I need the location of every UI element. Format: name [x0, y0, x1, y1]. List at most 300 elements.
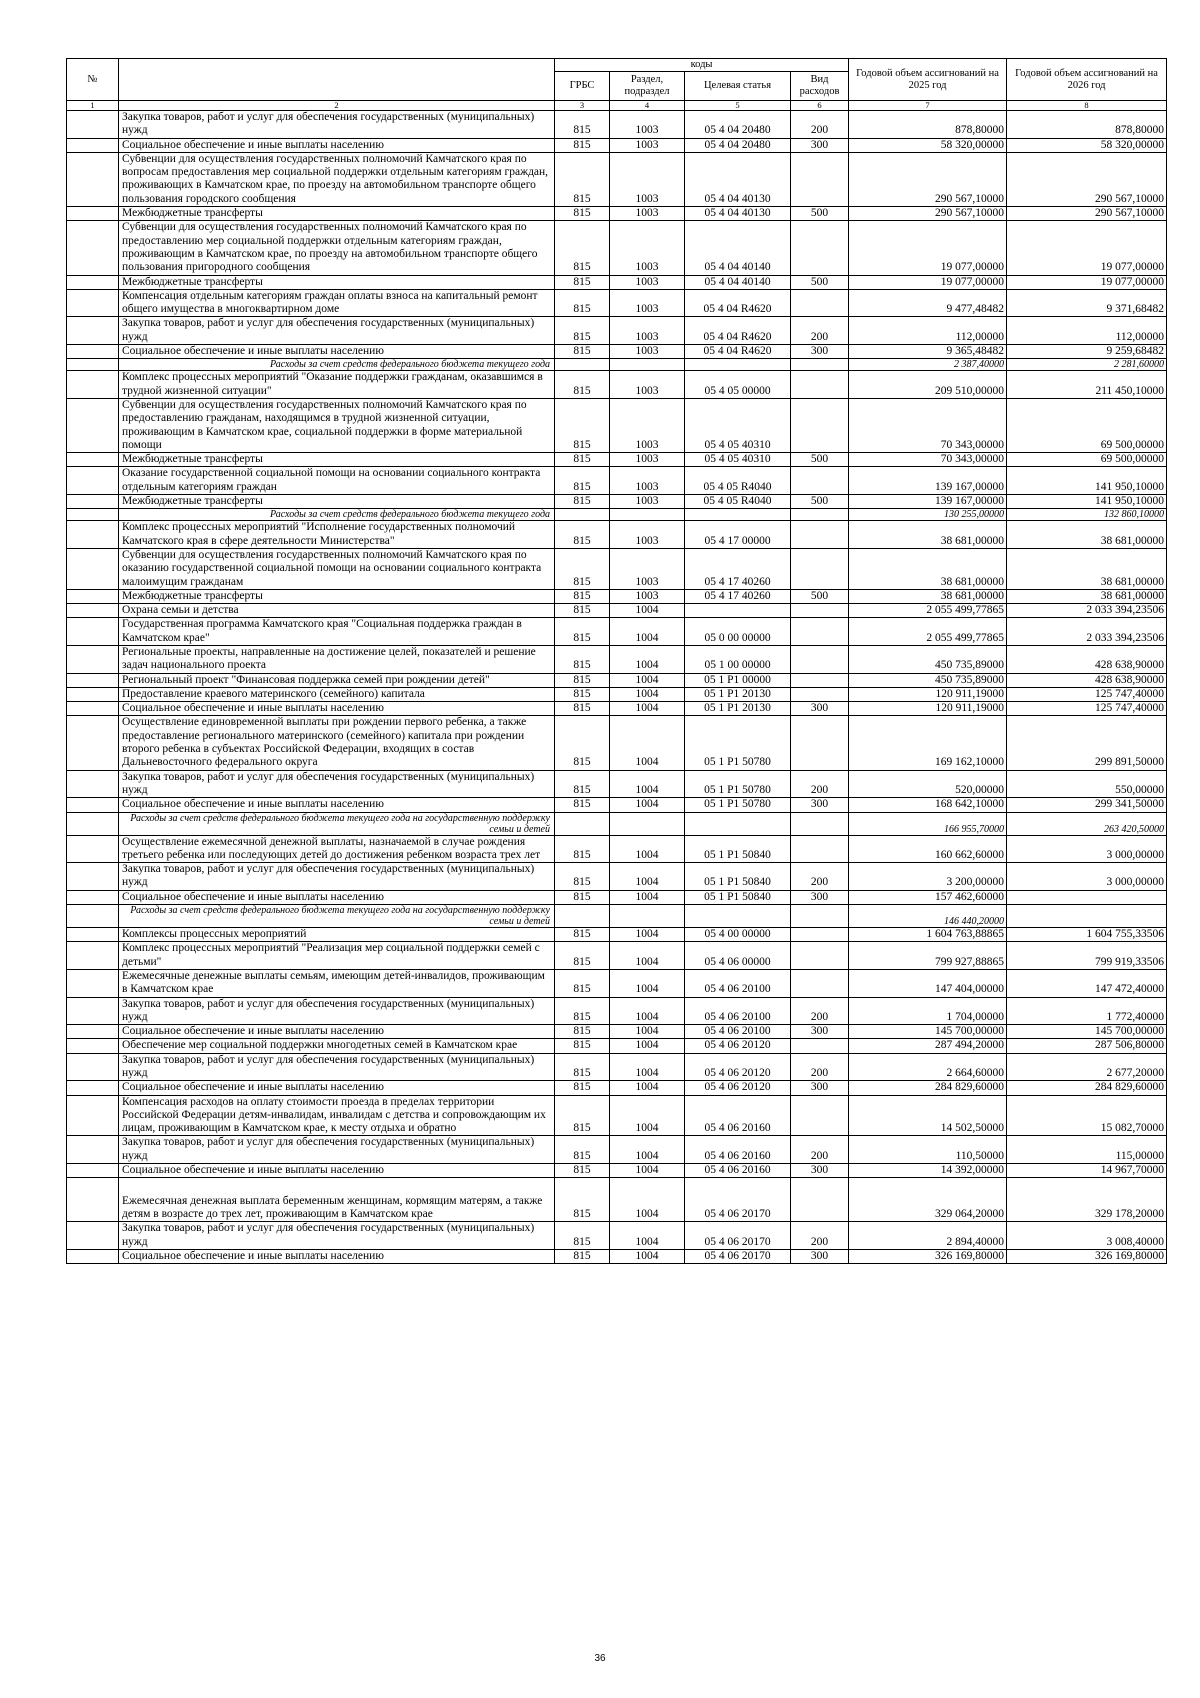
row-amount-2025: 70 343,00000: [849, 398, 1007, 452]
col-num-7: 7: [849, 101, 1007, 111]
row-target: 05 4 17 40260: [685, 589, 791, 603]
row-grbs: 815: [555, 1039, 610, 1053]
row-amount-2026: 115,00000: [1007, 1136, 1167, 1164]
row-exp-type: [791, 618, 849, 646]
row-amount-2026: 19 077,00000: [1007, 221, 1167, 275]
row-target: 05 4 04 R4620: [685, 345, 791, 359]
table-row: [67, 1164, 1167, 1178]
row-exp-type: 300: [791, 890, 849, 904]
row-section: 1003: [610, 495, 685, 509]
row-grbs: [555, 905, 610, 928]
row-name: Осуществление ежемесячной денежной выплаты, назначаемой в случае рождения третьего ребенка или последующих детей до достижения ребенком возраста трех лет: [119, 835, 555, 863]
row-grbs: 815: [555, 716, 610, 770]
row-name: Социальное обеспечение и иные выплаты населению: [119, 798, 555, 812]
col-num-1: 1: [67, 101, 119, 111]
row-section: 1004: [610, 969, 685, 997]
row-section: 1004: [610, 1136, 685, 1164]
row-grbs: 815: [555, 942, 610, 970]
row-amount-2025: 878,80000: [849, 111, 1007, 139]
row-amount-2025: 166 955,70000: [849, 812, 1007, 835]
row-target: [685, 812, 791, 835]
row-exp-type: 200: [791, 1136, 849, 1164]
row-exp-type: [791, 905, 849, 928]
row-number: [67, 1039, 119, 1053]
row-name: Закупка товаров, работ и услуг для обеспечения государственных (муниципальных) нужд: [119, 1222, 555, 1250]
row-section: 1003: [610, 289, 685, 317]
table-row: [67, 111, 1167, 139]
row-exp-type: [791, 1178, 849, 1222]
row-target: 05 4 04 R4620: [685, 317, 791, 345]
row-target: [685, 359, 791, 371]
row-name: Социальное обеспечение и иные выплаты населению: [119, 345, 555, 359]
row-amount-2026: 3 008,40000: [1007, 1222, 1167, 1250]
row-grbs: 815: [555, 495, 610, 509]
row-target: 05 4 06 20100: [685, 969, 791, 997]
row-section: 1004: [610, 618, 685, 646]
row-target: 05 4 04 40140: [685, 221, 791, 275]
row-name: Компенсация отдельным категориям граждан оплаты взноса на капитальный ремонт общего имущества в многоквартирном доме: [119, 289, 555, 317]
row-amount-2025: 14 502,50000: [849, 1095, 1007, 1136]
row-number: [67, 1222, 119, 1250]
row-number: [67, 716, 119, 770]
row-grbs: 815: [555, 317, 610, 345]
table-row: [67, 1249, 1167, 1263]
row-target: 05 4 06 20120: [685, 1053, 791, 1081]
row-amount-2025: 110,50000: [849, 1136, 1007, 1164]
row-amount-2025: 799 927,88865: [849, 942, 1007, 970]
row-name: Расходы за счет средств федерального бюджета текущего года на государственную поддержку семьи и детей: [119, 812, 555, 835]
row-grbs: 815: [555, 1178, 610, 1222]
header-name: [119, 59, 555, 101]
row-number: [67, 1164, 119, 1178]
row-exp-type: 200: [791, 863, 849, 891]
row-name: Государственная программа Камчатского края "Социальная поддержка граждан в Камчатском крае": [119, 618, 555, 646]
row-amount-2026: 38 681,00000: [1007, 548, 1167, 589]
row-amount-2025: 168 642,10000: [849, 798, 1007, 812]
row-amount-2025: 2 055 499,77865: [849, 618, 1007, 646]
row-section: 1004: [610, 604, 685, 618]
row-target: 05 1 P1 50780: [685, 716, 791, 770]
row-amount-2025: 147 404,00000: [849, 969, 1007, 997]
row-target: 05 1 P1 20130: [685, 702, 791, 716]
row-amount-2026: 15 082,70000: [1007, 1095, 1167, 1136]
row-name: Комплекс процессных мероприятий "Исполнение государственных полномочий Камчатского края в сфере деятельности Министерства": [119, 521, 555, 549]
table-header: [67, 59, 1167, 111]
row-name: Социальное обеспечение и иные выплаты населению: [119, 1025, 555, 1039]
row-amount-2025: 450 735,89000: [849, 673, 1007, 687]
note-row: [67, 905, 1167, 928]
row-exp-type: 200: [791, 1222, 849, 1250]
row-number: [67, 509, 119, 521]
row-amount-2025: 329 064,20000: [849, 1178, 1007, 1222]
row-number: [67, 359, 119, 371]
row-amount-2025: 160 662,60000: [849, 835, 1007, 863]
row-amount-2026: 3 000,00000: [1007, 863, 1167, 891]
row-section: [610, 905, 685, 928]
row-section: 1004: [610, 798, 685, 812]
row-grbs: 815: [555, 138, 610, 152]
row-amount-2025: 130 255,00000: [849, 509, 1007, 521]
row-amount-2026: 284 829,60000: [1007, 1081, 1167, 1095]
row-amount-2026: 141 950,10000: [1007, 467, 1167, 495]
row-amount-2026: 290 567,10000: [1007, 207, 1167, 221]
table-row: [67, 1178, 1167, 1222]
row-section: 1004: [610, 1164, 685, 1178]
row-target: 05 4 06 20120: [685, 1039, 791, 1053]
row-exp-type: 200: [791, 111, 849, 139]
row-exp-type: [791, 687, 849, 701]
row-section: 1004: [610, 1039, 685, 1053]
row-name: Закупка товаров, работ и услуг для обеспечения государственных (муниципальных) нужд: [119, 1136, 555, 1164]
row-target: 05 4 06 20100: [685, 997, 791, 1025]
row-target: 05 4 17 00000: [685, 521, 791, 549]
row-target: 05 1 P1 50780: [685, 770, 791, 798]
row-section: 1003: [610, 152, 685, 206]
row-section: [610, 359, 685, 371]
row-exp-type: [791, 289, 849, 317]
row-amount-2025: 2 664,60000: [849, 1053, 1007, 1081]
row-name: Межбюджетные трансферты: [119, 453, 555, 467]
table-body: [67, 111, 1167, 1264]
row-number: [67, 798, 119, 812]
page-number: 36: [594, 1653, 606, 1664]
row-amount-2026: 125 747,40000: [1007, 702, 1167, 716]
row-name: Расходы за счет средств федерального бюджета текущего года на государственную поддержку семьи и детей: [119, 905, 555, 928]
row-amount-2025: 287 494,20000: [849, 1039, 1007, 1053]
row-exp-type: 300: [791, 702, 849, 716]
row-target: 05 4 06 00000: [685, 942, 791, 970]
table-row: [67, 835, 1167, 863]
row-target: 05 4 04 40130: [685, 207, 791, 221]
row-target: 05 4 04 40140: [685, 275, 791, 289]
row-section: 1003: [610, 371, 685, 399]
row-target: 05 4 00 00000: [685, 928, 791, 942]
row-amount-2025: 38 681,00000: [849, 548, 1007, 589]
row-section: 1003: [610, 398, 685, 452]
row-exp-type: [791, 467, 849, 495]
row-name: Межбюджетные трансферты: [119, 589, 555, 603]
row-number: [67, 1095, 119, 1136]
row-grbs: 815: [555, 1025, 610, 1039]
row-amount-2025: 14 392,00000: [849, 1164, 1007, 1178]
header-target: Целевая статья: [685, 72, 791, 101]
row-name: Социальное обеспечение и иные выплаты населению: [119, 1081, 555, 1095]
row-section: 1003: [610, 221, 685, 275]
row-amount-2026: [1007, 890, 1167, 904]
table-row: [67, 275, 1167, 289]
row-number: [67, 942, 119, 970]
row-amount-2025: 450 735,89000: [849, 645, 1007, 673]
row-grbs: 815: [555, 275, 610, 289]
row-amount-2025: 120 911,19000: [849, 687, 1007, 701]
row-amount-2026: 69 500,00000: [1007, 398, 1167, 452]
row-grbs: 815: [555, 928, 610, 942]
row-target: 05 1 P1 50840: [685, 835, 791, 863]
row-number: [67, 928, 119, 942]
row-grbs: 815: [555, 770, 610, 798]
table-row: [67, 1053, 1167, 1081]
row-target: 05 4 05 40310: [685, 453, 791, 467]
row-amount-2025: 2 894,40000: [849, 1222, 1007, 1250]
row-amount-2025: 520,00000: [849, 770, 1007, 798]
row-amount-2025: 9 365,48482: [849, 345, 1007, 359]
row-grbs: 815: [555, 1136, 610, 1164]
table-row: [67, 371, 1167, 399]
row-amount-2025: 112,00000: [849, 317, 1007, 345]
row-amount-2026: [1007, 905, 1167, 928]
row-amount-2026: 211 450,10000: [1007, 371, 1167, 399]
row-amount-2025: 209 510,00000: [849, 371, 1007, 399]
table-row: [67, 467, 1167, 495]
row-exp-type: 300: [791, 798, 849, 812]
row-amount-2026: 3 000,00000: [1007, 835, 1167, 863]
row-number: [67, 152, 119, 206]
row-name: Расходы за счет средств федерального бюджета текущего года: [119, 509, 555, 521]
row-section: 1004: [610, 835, 685, 863]
row-amount-2026: 299 891,50000: [1007, 716, 1167, 770]
row-number: [67, 467, 119, 495]
row-number: [67, 673, 119, 687]
table-row: [67, 207, 1167, 221]
row-amount-2025: 38 681,00000: [849, 521, 1007, 549]
table-row: [67, 687, 1167, 701]
row-number: [67, 548, 119, 589]
table-row: [67, 1222, 1167, 1250]
row-number: [67, 495, 119, 509]
row-grbs: 815: [555, 1095, 610, 1136]
row-amount-2026: 69 500,00000: [1007, 453, 1167, 467]
table-row: [67, 345, 1167, 359]
row-number: [67, 275, 119, 289]
row-number: [67, 863, 119, 891]
document-page: [66, 58, 1166, 1264]
row-name: Оказание государственной социальной помощи на основании социального контракта отдельным категориям граждан: [119, 467, 555, 495]
row-amount-2026: 2 677,20000: [1007, 1053, 1167, 1081]
row-amount-2026: 1 772,40000: [1007, 997, 1167, 1025]
row-exp-type: [791, 1039, 849, 1053]
row-name: Региональные проекты, направленные на достижение целей, показателей и решение задач национального проекта: [119, 645, 555, 673]
row-name: Межбюджетные трансферты: [119, 275, 555, 289]
row-number: [67, 1081, 119, 1095]
row-amount-2025: 38 681,00000: [849, 589, 1007, 603]
row-exp-type: [791, 942, 849, 970]
row-number: [67, 1025, 119, 1039]
row-amount-2026: 550,00000: [1007, 770, 1167, 798]
row-target: 05 4 06 20120: [685, 1081, 791, 1095]
table-row: [67, 589, 1167, 603]
row-section: [610, 509, 685, 521]
row-target: 05 4 05 R4040: [685, 467, 791, 495]
row-section: 1004: [610, 1081, 685, 1095]
row-section: 1004: [610, 1025, 685, 1039]
row-name: Закупка товаров, работ и услуг для обеспечения государственных (муниципальных) нужд: [119, 863, 555, 891]
row-target: 05 0 00 00000: [685, 618, 791, 646]
row-amount-2026: 326 169,80000: [1007, 1249, 1167, 1263]
row-name: Региональный проект "Финансовая поддержка семей при рождении детей": [119, 673, 555, 687]
table-row: [67, 645, 1167, 673]
row-section: 1003: [610, 317, 685, 345]
row-target: [685, 509, 791, 521]
budget-table: [66, 58, 1167, 1264]
row-exp-type: 500: [791, 275, 849, 289]
row-number: [67, 997, 119, 1025]
row-name: Расходы за счет средств федерального бюджета текущего года: [119, 359, 555, 371]
row-exp-type: [791, 521, 849, 549]
col-num-2: 2: [119, 101, 555, 111]
row-section: 1004: [610, 1178, 685, 1222]
row-exp-type: [791, 152, 849, 206]
row-amount-2026: 19 077,00000: [1007, 275, 1167, 289]
row-exp-type: [791, 1095, 849, 1136]
row-amount-2025: 2 055 499,77865: [849, 604, 1007, 618]
row-amount-2025: 1 604 763,88865: [849, 928, 1007, 942]
row-target: 05 4 04 R4620: [685, 289, 791, 317]
row-section: [610, 812, 685, 835]
row-name: Охрана семьи и детства: [119, 604, 555, 618]
row-section: 1004: [610, 702, 685, 716]
row-amount-2025: 157 462,60000: [849, 890, 1007, 904]
table-row: [67, 1081, 1167, 1095]
table-row: [67, 495, 1167, 509]
row-target: 05 4 05 00000: [685, 371, 791, 399]
table-row: [67, 1136, 1167, 1164]
row-target: [685, 604, 791, 618]
row-amount-2026: 14 967,70000: [1007, 1164, 1167, 1178]
row-amount-2026: 290 567,10000: [1007, 152, 1167, 206]
row-amount-2025: 2 387,40000: [849, 359, 1007, 371]
table-row: [67, 604, 1167, 618]
row-name: Ежемесячные денежные выплаты семьям, имеющим детей-инвалидов, проживающим в Камчатском крае: [119, 969, 555, 997]
row-exp-type: [791, 371, 849, 399]
row-grbs: [555, 812, 610, 835]
row-amount-2026: 287 506,80000: [1007, 1039, 1167, 1053]
row-amount-2025: 9 477,48482: [849, 289, 1007, 317]
row-section: 1004: [610, 863, 685, 891]
row-section: 1003: [610, 138, 685, 152]
row-number: [67, 770, 119, 798]
row-amount-2025: 145 700,00000: [849, 1025, 1007, 1039]
row-section: 1003: [610, 111, 685, 139]
row-section: 1003: [610, 521, 685, 549]
row-amount-2026: 147 472,40000: [1007, 969, 1167, 997]
row-grbs: 815: [555, 589, 610, 603]
table-row: [67, 716, 1167, 770]
row-grbs: 815: [555, 702, 610, 716]
row-number: [67, 969, 119, 997]
row-grbs: 815: [555, 890, 610, 904]
row-number: [67, 371, 119, 399]
row-target: 05 4 06 20160: [685, 1164, 791, 1178]
row-section: 1004: [610, 1053, 685, 1081]
row-number: [67, 589, 119, 603]
row-number: [67, 812, 119, 835]
row-amount-2026: 9 259,68482: [1007, 345, 1167, 359]
row-number: [67, 1249, 119, 1263]
row-amount-2025: 169 162,10000: [849, 716, 1007, 770]
note-row: [67, 509, 1167, 521]
row-number: [67, 345, 119, 359]
row-section: 1004: [610, 997, 685, 1025]
row-grbs: 815: [555, 152, 610, 206]
table-row: [67, 969, 1167, 997]
row-exp-type: [791, 812, 849, 835]
row-target: [685, 905, 791, 928]
row-amount-2025: 120 911,19000: [849, 702, 1007, 716]
row-section: 1004: [610, 770, 685, 798]
row-section: 1004: [610, 1222, 685, 1250]
row-number: [67, 221, 119, 275]
table-row: [67, 928, 1167, 942]
note-row: [67, 359, 1167, 371]
table-row: [67, 942, 1167, 970]
note-row: [67, 812, 1167, 835]
row-grbs: [555, 359, 610, 371]
table-row: [67, 770, 1167, 798]
row-target: 05 1 P1 00000: [685, 673, 791, 687]
table-row: [67, 221, 1167, 275]
header-2025: Годовой объем ассигнований на 2025 год: [849, 59, 1007, 101]
row-name: Социальное обеспечение и иные выплаты населению: [119, 1249, 555, 1263]
row-amount-2026: 9 371,68482: [1007, 289, 1167, 317]
row-name: Закупка товаров, работ и услуг для обеспечения государственных (муниципальных) нужд: [119, 317, 555, 345]
row-section: 1004: [610, 645, 685, 673]
row-exp-type: 300: [791, 1025, 849, 1039]
row-amount-2025: 290 567,10000: [849, 207, 1007, 221]
row-name: Социальное обеспечение и иные выплаты населению: [119, 1164, 555, 1178]
row-amount-2025: 290 567,10000: [849, 152, 1007, 206]
table-row: [67, 1025, 1167, 1039]
row-target: 05 1 P1 50840: [685, 890, 791, 904]
row-exp-type: 200: [791, 317, 849, 345]
row-grbs: 815: [555, 371, 610, 399]
row-grbs: 815: [555, 398, 610, 452]
row-grbs: 815: [555, 997, 610, 1025]
row-grbs: 815: [555, 604, 610, 618]
row-target: 05 4 06 20170: [685, 1249, 791, 1263]
row-amount-2026: 38 681,00000: [1007, 521, 1167, 549]
row-amount-2025: 326 169,80000: [849, 1249, 1007, 1263]
row-exp-type: [791, 673, 849, 687]
row-amount-2025: 58 320,00000: [849, 138, 1007, 152]
table-row: [67, 521, 1167, 549]
row-grbs: 815: [555, 1164, 610, 1178]
row-amount-2026: 2 033 394,23506: [1007, 618, 1167, 646]
row-section: 1004: [610, 716, 685, 770]
row-exp-type: [791, 604, 849, 618]
row-section: 1003: [610, 467, 685, 495]
row-number: [67, 111, 119, 139]
row-amount-2026: 125 747,40000: [1007, 687, 1167, 701]
row-section: 1004: [610, 1249, 685, 1263]
row-name: Социальное обеспечение и иные выплаты населению: [119, 138, 555, 152]
row-grbs: 815: [555, 969, 610, 997]
row-target: 05 4 04 20480: [685, 138, 791, 152]
row-grbs: 815: [555, 207, 610, 221]
header-section: Раздел, подраздел: [610, 72, 685, 101]
row-grbs: 815: [555, 687, 610, 701]
row-exp-type: [791, 398, 849, 452]
row-grbs: 815: [555, 863, 610, 891]
row-number: [67, 521, 119, 549]
row-exp-type: 200: [791, 770, 849, 798]
row-number: [67, 453, 119, 467]
row-exp-type: 300: [791, 1164, 849, 1178]
row-grbs: 815: [555, 673, 610, 687]
row-exp-type: 300: [791, 345, 849, 359]
row-amount-2026: 2 033 394,23506: [1007, 604, 1167, 618]
row-amount-2026: 145 700,00000: [1007, 1025, 1167, 1039]
row-exp-type: [791, 548, 849, 589]
